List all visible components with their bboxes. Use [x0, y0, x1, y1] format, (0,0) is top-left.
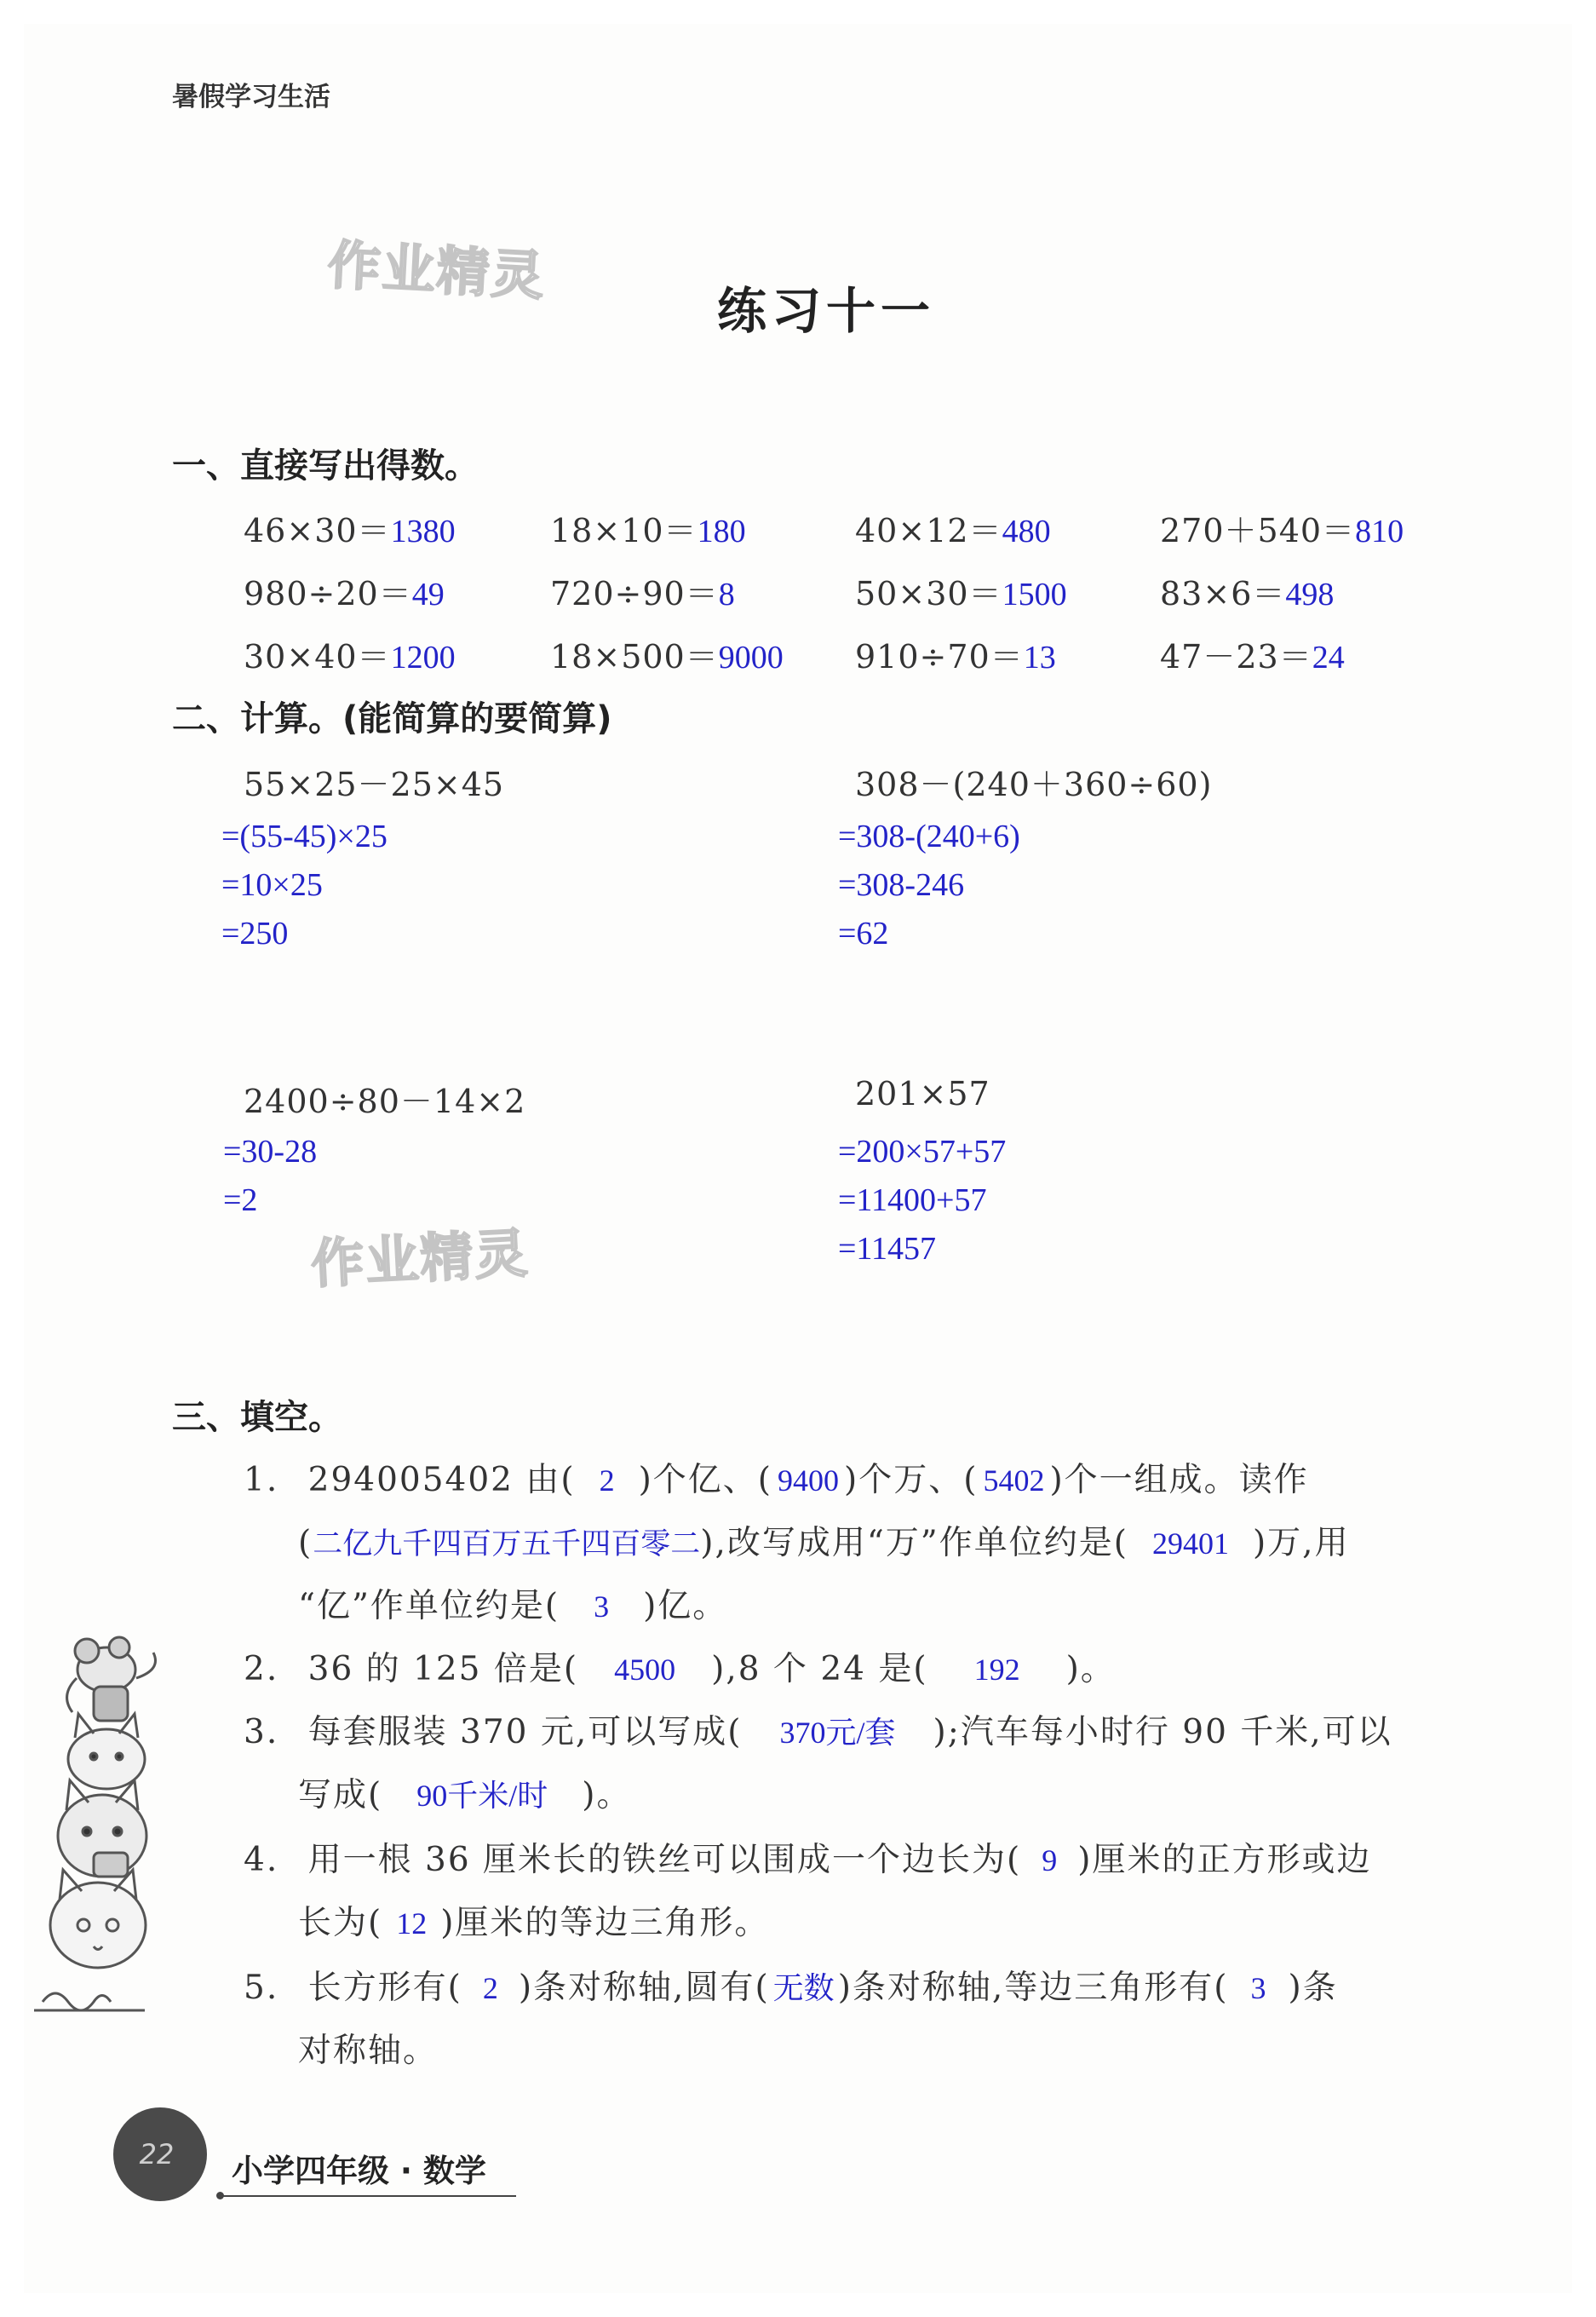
question-text: )个亿、(	[638, 1461, 772, 1499]
page-number: 22	[113, 2107, 207, 2201]
footer-rule-dot	[216, 2192, 224, 2199]
answer-text: 13	[1023, 640, 1056, 676]
answer-text: 29401	[1151, 1526, 1229, 1561]
question-text: )。	[1065, 1650, 1116, 1688]
arithmetic-item	[855, 630, 1056, 677]
question-text: 40×12＝	[855, 512, 1002, 549]
footer-rule	[220, 2195, 516, 2197]
answer-text: 3	[594, 1590, 610, 1624]
calc-step: =10×25	[221, 867, 323, 903]
answer-text: 4500	[614, 1653, 676, 1687]
question-number: 1.	[244, 1461, 279, 1499]
arithmetic-item	[244, 630, 456, 677]
question-number: 3.	[244, 1713, 279, 1751]
answer-text: 二亿九千四百万五千四百零二	[313, 1527, 701, 1561]
calc-expression: 308－(240＋360÷60)	[855, 766, 1213, 803]
calc-expression: 201×57	[855, 1075, 990, 1113]
question-number: 2.	[244, 1650, 279, 1688]
arithmetic-item	[1160, 567, 1334, 614]
question-text: ),改写成用“万”作单位约是(	[700, 1524, 1128, 1562]
question-text: )条	[1288, 1969, 1338, 2007]
question-text: 18×500＝	[550, 638, 719, 676]
question-text: )条对称轴,圆有(	[518, 1969, 770, 2007]
calc-step: =11457	[838, 1231, 937, 1267]
calc-step: =308-(240+6)	[838, 819, 1020, 854]
question-text: );汽车每小时行 90 千米,可以	[933, 1713, 1392, 1751]
answer-text: 370元/套	[779, 1716, 896, 1750]
answer-text: 24	[1312, 640, 1345, 676]
arithmetic-item	[855, 504, 1051, 551]
question-text: )万,用	[1252, 1524, 1350, 1562]
question-text: 对称轴。	[298, 2032, 439, 2070]
arithmetic-item	[855, 567, 1067, 614]
answer-text: 8	[718, 577, 735, 612]
section-heading: 二、计算。(能简算的要简算)	[172, 699, 612, 739]
calc-step: =62	[838, 916, 889, 952]
answer-text: 1200	[390, 640, 456, 676]
answer-text: 1380	[390, 514, 456, 549]
question-text: 50×30＝	[855, 575, 1002, 612]
question-text: )亿。	[643, 1587, 728, 1625]
calc-expression: 55×25－25×45	[244, 766, 505, 803]
question-text: “亿”作单位约是(	[298, 1587, 560, 1625]
question-text: )厘米的正方形或边	[1077, 1841, 1372, 1879]
answer-text: 192	[973, 1653, 1020, 1687]
exercise-title: 练习十一	[717, 282, 936, 340]
question-text: 294005402 由(	[307, 1461, 576, 1499]
question-text: )条对称轴,等边三角形有(	[837, 1969, 1229, 2007]
question-text: 720÷90＝	[550, 575, 719, 612]
calc-step: =11400+57	[838, 1182, 987, 1218]
question-text: 18×10＝	[550, 512, 698, 549]
arithmetic-item	[244, 567, 445, 614]
question-text: 30×40＝	[244, 638, 391, 676]
question-text: 910÷70＝	[855, 638, 1024, 676]
cartoon-illustration	[26, 1618, 170, 2044]
book-header: 暑假学习生活	[172, 82, 330, 112]
answer-text: 9000	[718, 640, 784, 676]
question-number: 5.	[244, 1969, 279, 2007]
answer-text: 2	[599, 1463, 615, 1498]
question-text: 46×30＝	[244, 512, 391, 549]
fill-question-4-line2	[298, 1896, 769, 1944]
answer-text: 180	[697, 514, 746, 549]
question-text: )。	[582, 1776, 632, 1814]
footer-label: 小学四年级 · 数学	[232, 2153, 486, 2189]
question-text: (	[298, 1524, 313, 1562]
fill-question-3	[244, 1705, 1392, 1753]
calc-step: =250	[221, 916, 289, 952]
fill-question-5	[244, 1961, 1338, 2009]
question-text: 写成(	[298, 1776, 383, 1814]
question-text: 270＋540＝	[1160, 512, 1356, 549]
question-text: 36 的 125 倍是(	[307, 1650, 579, 1688]
calc-step: =30-28	[223, 1134, 318, 1170]
answer-text: 12	[396, 1906, 428, 1940]
fill-question-3-line2	[298, 1768, 631, 1816]
question-text: 长方形有(	[307, 1969, 462, 2007]
answer-text: 1500	[1002, 577, 1067, 612]
section-heading: 一、直接写出得数。	[172, 446, 479, 486]
answer-text: 480	[1002, 514, 1051, 549]
answer-text: 5402	[983, 1463, 1045, 1498]
question-text: 83×6＝	[1160, 575, 1286, 612]
question-text: 每套服装 370 元,可以写成(	[307, 1713, 743, 1751]
answer-text: 498	[1285, 577, 1335, 612]
answer-text: 9400	[778, 1463, 839, 1498]
watermark: 作业精灵	[309, 1222, 531, 1296]
arithmetic-item	[550, 504, 746, 551]
question-text: 长为(	[298, 1904, 383, 1942]
question-text: 47－23＝	[1160, 638, 1312, 676]
answer-text: 49	[411, 577, 445, 612]
section-heading: 三、填空。	[172, 1398, 342, 1437]
watermark: 作业精灵	[326, 233, 548, 308]
question-text: 980÷20＝	[244, 575, 412, 612]
answer-text: 3	[1250, 1971, 1266, 2005]
calc-step: =(55-45)×25	[221, 819, 388, 854]
answer-text: 90千米/时	[416, 1779, 548, 1813]
calc-step: =308-246	[838, 867, 965, 903]
fill-question-1	[244, 1453, 1309, 1501]
answer-text: 9	[1042, 1843, 1058, 1877]
answer-text: 2	[482, 1971, 498, 2005]
question-text: )个一组成。读作	[1049, 1461, 1309, 1499]
answer-text: 无数	[772, 1971, 835, 2005]
question-text: )厘米的等边三角形。	[440, 1904, 770, 1942]
arithmetic-item	[550, 630, 784, 677]
question-text: )个万、(	[844, 1461, 979, 1499]
arithmetic-item	[244, 504, 456, 551]
calc-expression: 2400÷80－14×2	[244, 1083, 526, 1120]
answer-text: 810	[1355, 514, 1404, 549]
fill-question-1-line3	[298, 1579, 727, 1627]
calc-step: =2	[223, 1182, 258, 1218]
question-text: ),8 个 24 是(	[711, 1650, 928, 1688]
fill-question-4	[244, 1833, 1371, 1881]
arithmetic-item	[550, 567, 735, 614]
question-text: 用一根 36 厘米长的铁丝可以围成一个边长为(	[307, 1841, 1022, 1879]
calc-step: =200×57+57	[838, 1134, 1007, 1170]
fill-question-5-line2	[298, 2024, 438, 2072]
fill-question-2	[244, 1642, 1116, 1690]
arithmetic-item	[1160, 630, 1345, 677]
arithmetic-item	[1160, 504, 1404, 551]
fill-question-1-line2	[298, 1516, 1350, 1564]
question-number: 4.	[244, 1841, 279, 1879]
